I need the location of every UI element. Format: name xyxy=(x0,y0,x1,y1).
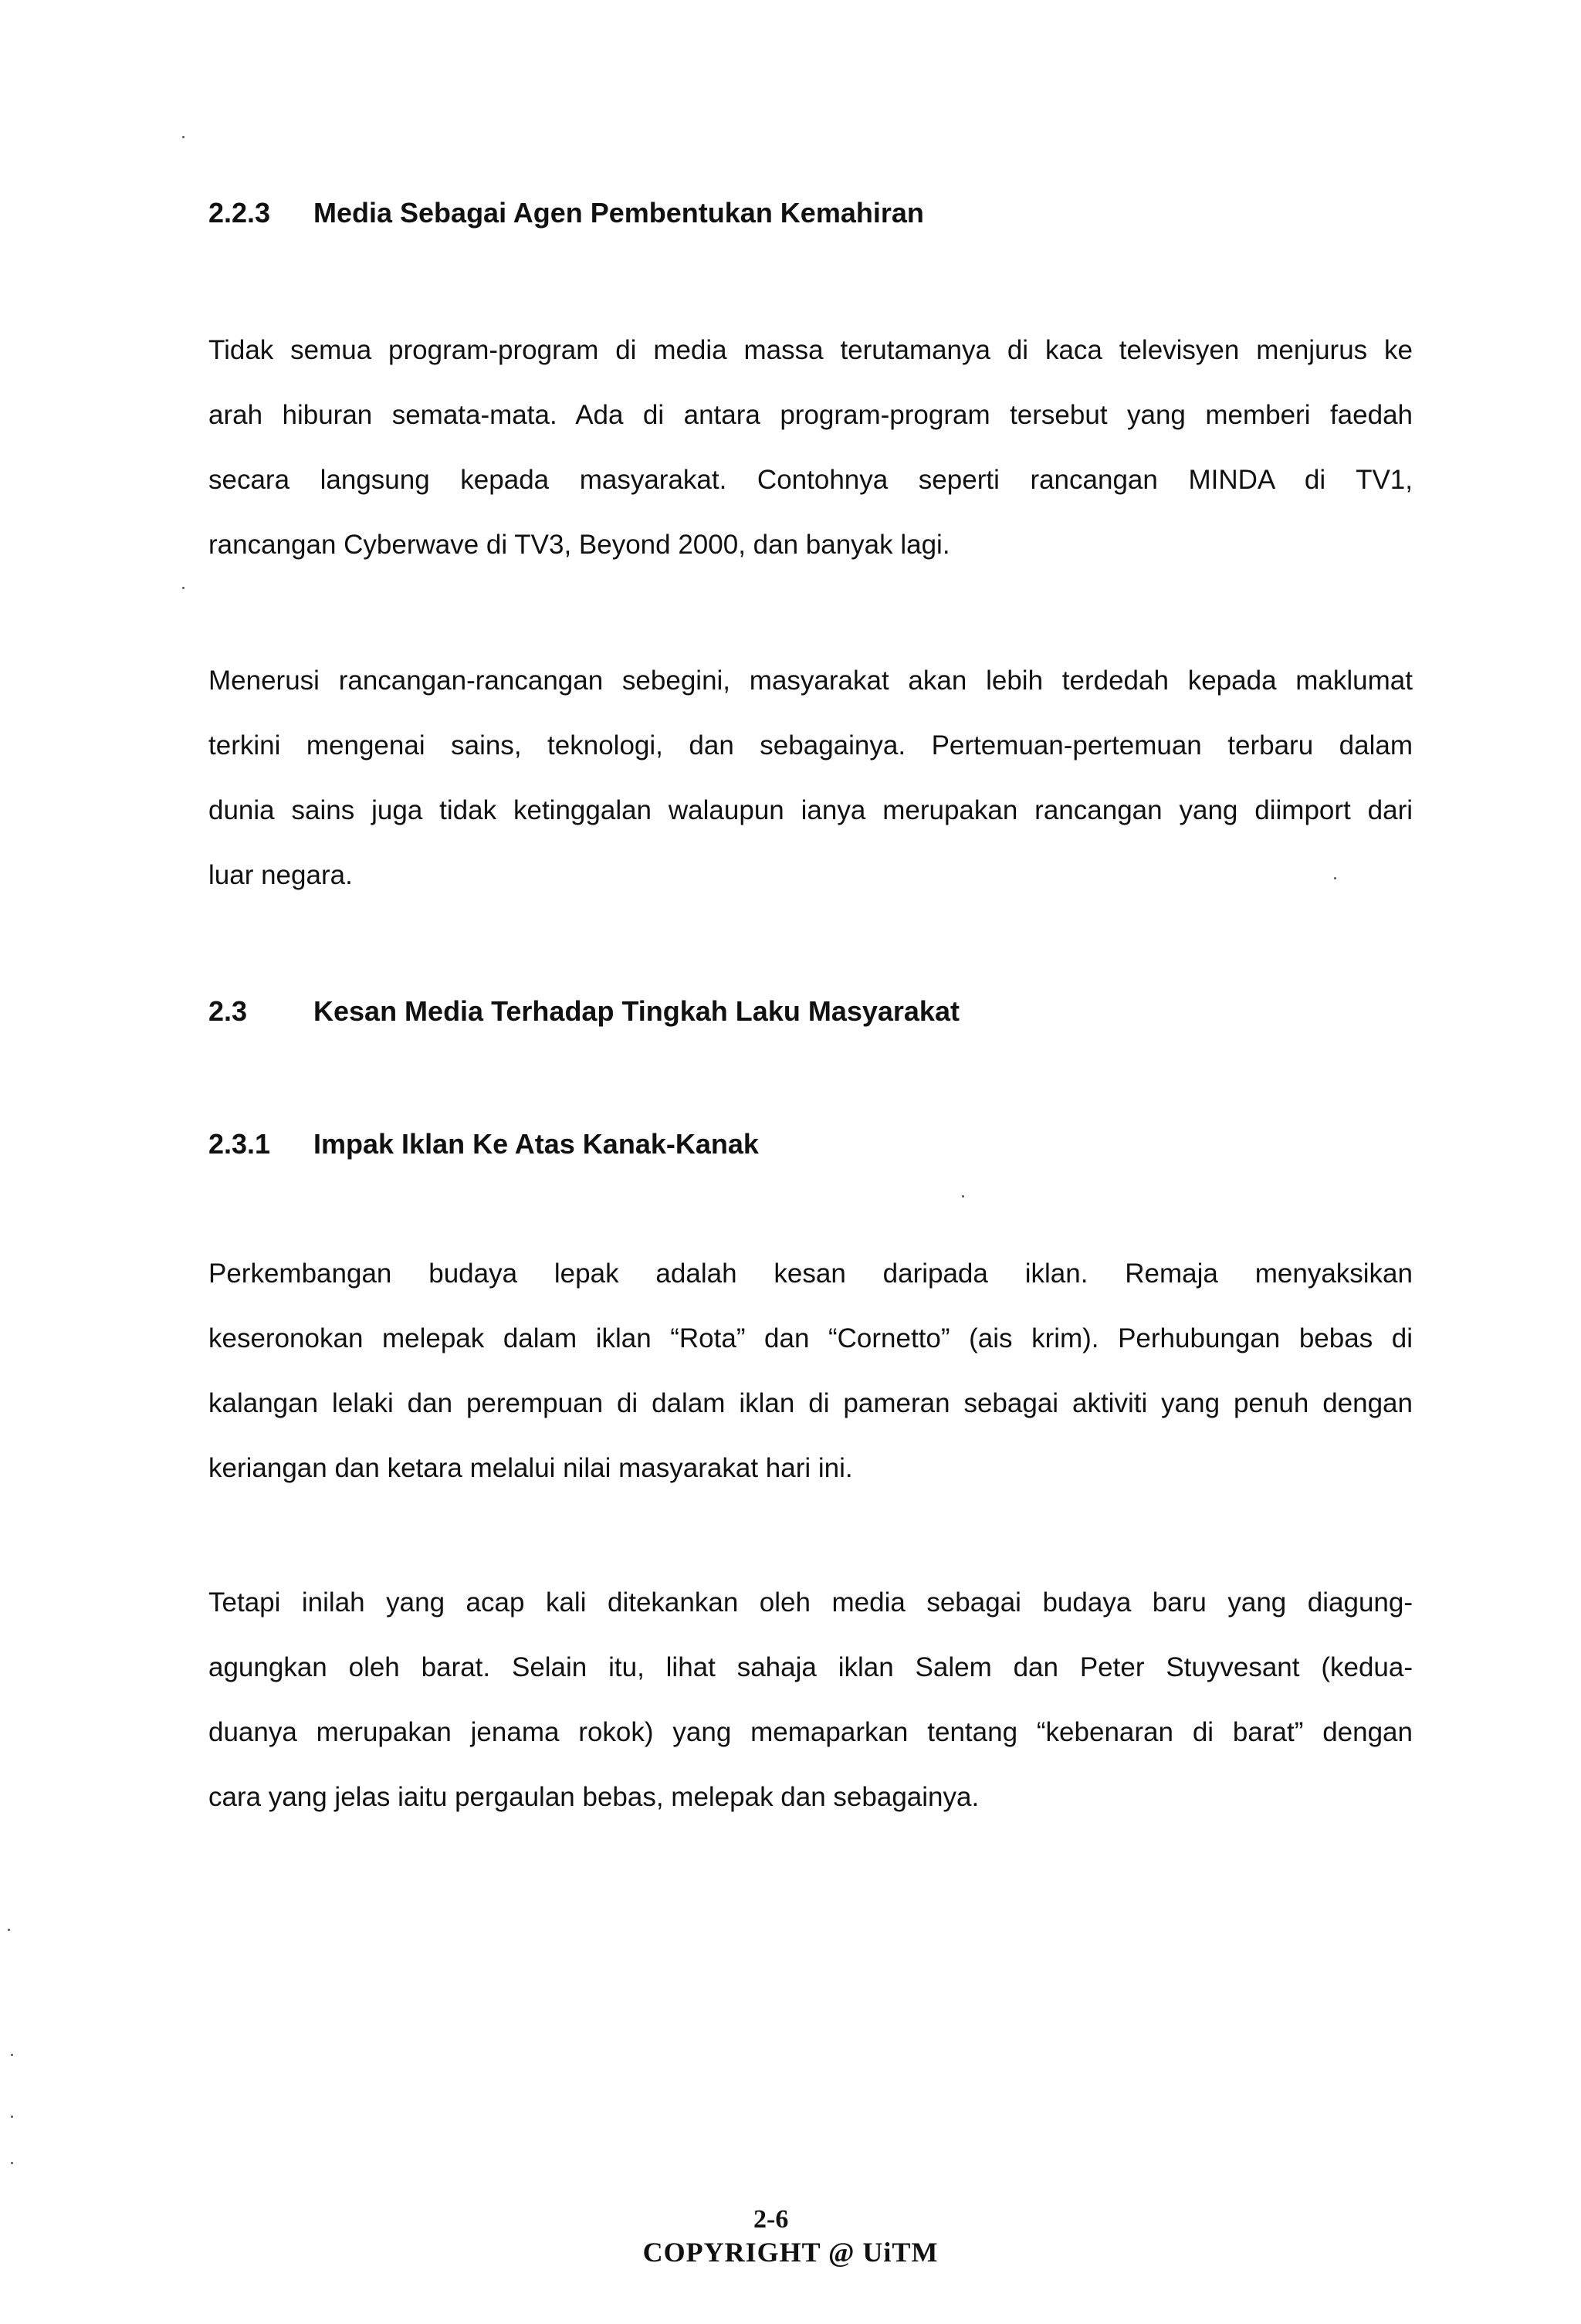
scan-speck xyxy=(962,1195,964,1198)
paragraph-line: Tetapi inilah yang acap kali ditekankan oleh media sebagai budaya baru yang diagung- xyxy=(208,1587,1413,1618)
paragraph-line: Tidak semua program-program di media massa terutamanya di kaca televisyen menjurus ke xyxy=(208,335,1413,365)
scan-speck xyxy=(11,2162,13,2164)
scan-speck xyxy=(11,2116,13,2118)
paragraph-line: Perkembangan budaya lepak adalah kesan daripada iklan. Remaja menyaksikan xyxy=(208,1259,1413,1289)
paragraph-line: keseronokan melepak dalam iklan “Rota” dan “Cornetto” (ais krim). Perhubungan bebas di xyxy=(208,1323,1413,1353)
section-heading-2-3-1 xyxy=(208,1129,759,1160)
section-heading-2-3 xyxy=(208,996,960,1027)
section-title: Kesan Media Terhadap Tingkah Laku Masyarakat xyxy=(313,995,960,1027)
section-title: Media Sebagai Agen Pembentukan Kemahiran xyxy=(313,197,924,229)
scan-speck xyxy=(8,1929,10,1931)
paragraph-line: kalangan lelaki dan perempuan di dalam iklan di pameran sebagai aktiviti yang penuh dengan xyxy=(208,1388,1413,1418)
paragraph-line: rancangan Cyberwave di TV3, Beyond 2000, dan banyak lagi. xyxy=(208,530,950,560)
section-number: 2.3 xyxy=(208,995,248,1027)
paragraph-4 xyxy=(208,1570,1413,1830)
section-title: Impak Iklan Ke Atas Kanak-Kanak xyxy=(313,1128,759,1160)
scan-speck xyxy=(1334,877,1336,879)
scan-speck xyxy=(11,2054,13,2056)
section-number: 2.3.1 xyxy=(208,1128,271,1160)
copyright-footer: COPYRIGHT @ UiTM xyxy=(642,2237,939,2268)
paragraph-line: luar negara. xyxy=(208,860,353,890)
page-number: 2-6 xyxy=(753,2205,789,2234)
paragraph-line: arah hiburan semata-mata. Ada di antara program-program tersebut yang memberi faedah xyxy=(208,400,1413,430)
scan-speck xyxy=(182,136,185,138)
paragraph-line: keriangan dan ketara melalui nilai masyarakat hari ini. xyxy=(208,1453,853,1483)
paragraph-line: cara yang jelas iaitu pergaulan bebas, melepak dan sebagainya. xyxy=(208,1782,980,1812)
paragraph-line: duanya merupakan jenama rokok) yang memaparkan tentang “kebenaran di barat” dengan xyxy=(208,1717,1413,1747)
paragraph-line: agungkan oleh barat. Selain itu, lihat sahaja iklan Salem dan Peter Stuyvesant (kedua- xyxy=(208,1652,1413,1682)
scan-speck xyxy=(182,587,185,589)
paragraph-line: terkini mengenai sains, teknologi, dan sebagainya. Pertemuan-pertemuan terbaru dalam xyxy=(208,730,1413,761)
paragraph-1 xyxy=(208,318,1413,578)
paragraph-line: dunia sains juga tidak ketinggalan walaupun ianya merupakan rancangan yang diimport dari xyxy=(208,795,1413,825)
section-heading-2-2-3 xyxy=(208,198,924,229)
paragraph-line: secara langsung kepada masyarakat. Contohnya seperti rancangan MINDA di TV1, xyxy=(208,465,1413,495)
paragraph-line: Menerusi rancangan-rancangan sebegini, masyarakat akan lebih terdedah kepada maklumat xyxy=(208,666,1413,696)
paragraph-2 xyxy=(208,649,1413,908)
paragraph-3 xyxy=(208,1242,1413,1501)
section-number: 2.2.3 xyxy=(208,197,271,229)
